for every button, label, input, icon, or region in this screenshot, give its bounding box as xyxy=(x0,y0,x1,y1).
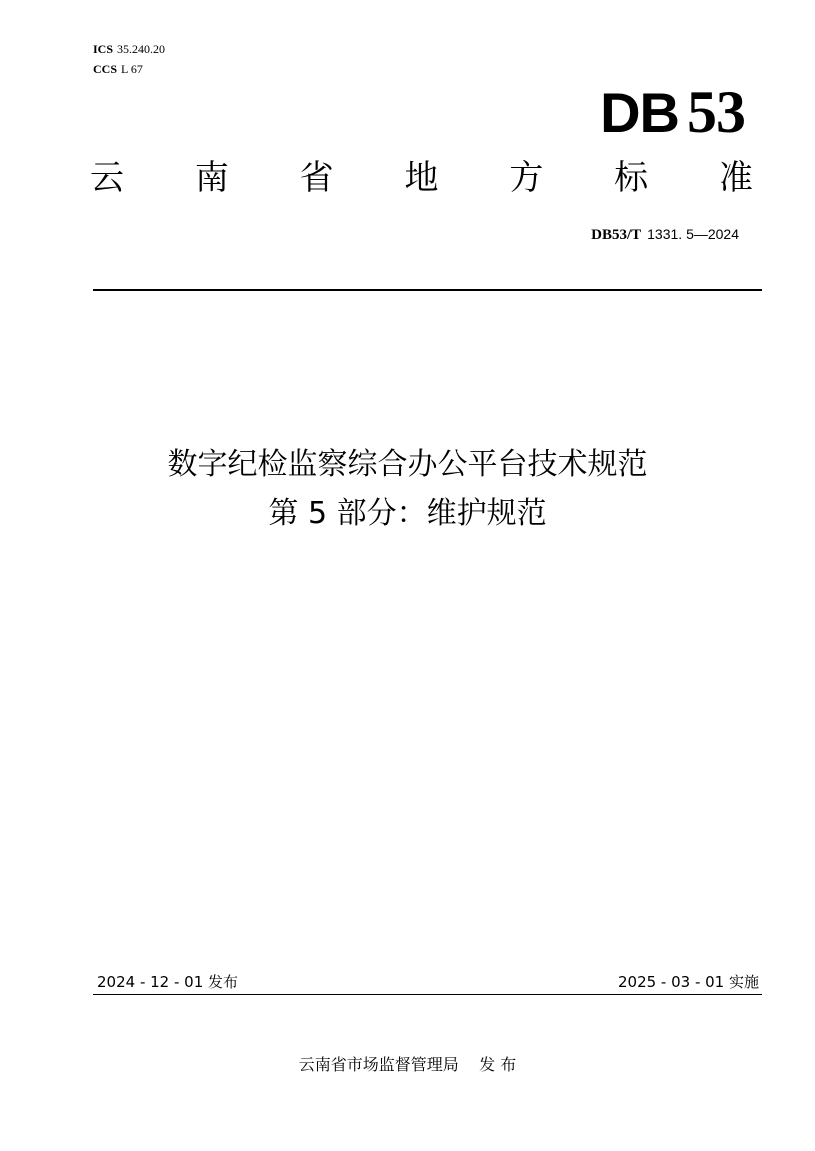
standard-code-number: 1331. 5—2024 xyxy=(647,226,739,242)
standard-type-char: 云 xyxy=(90,158,124,198)
publisher: 云南省市场监督管理局 发 布 xyxy=(298,1055,517,1074)
ccs-code xyxy=(93,62,143,76)
implementation-date: 2025 - 03 - 01 实施 xyxy=(617,973,759,991)
standard-code xyxy=(591,224,739,245)
db-logo xyxy=(600,79,745,145)
db-logo-number: 53 xyxy=(687,79,745,145)
standard-type-char: 省 xyxy=(299,158,334,198)
ccs-value: L 67 xyxy=(121,62,143,76)
issue-date: 2024 - 12 - 01 发布 xyxy=(97,973,239,991)
standard-type-heading xyxy=(90,156,753,200)
top-divider xyxy=(93,289,762,291)
db-logo-letters: DB xyxy=(600,81,679,144)
ics-value: 35.240.20 xyxy=(117,42,166,56)
standard-code-prefix: DB53/T xyxy=(591,227,642,243)
standard-type-char: 标 xyxy=(614,158,649,198)
document-title: 数字纪检监察综合办公平台技术规范 xyxy=(167,447,648,482)
ics-label: ICS xyxy=(93,42,114,56)
standard-type-char: 地 xyxy=(404,158,439,198)
bottom-divider xyxy=(93,994,762,995)
ics-code xyxy=(93,42,165,56)
standard-type-char: 南 xyxy=(194,158,229,198)
standard-type-char: 方 xyxy=(509,158,544,198)
document-subtitle: 第 5 部分：维护规范 xyxy=(268,496,547,531)
ccs-label: CCS xyxy=(93,62,118,76)
standard-type-char: 准 xyxy=(718,158,753,198)
